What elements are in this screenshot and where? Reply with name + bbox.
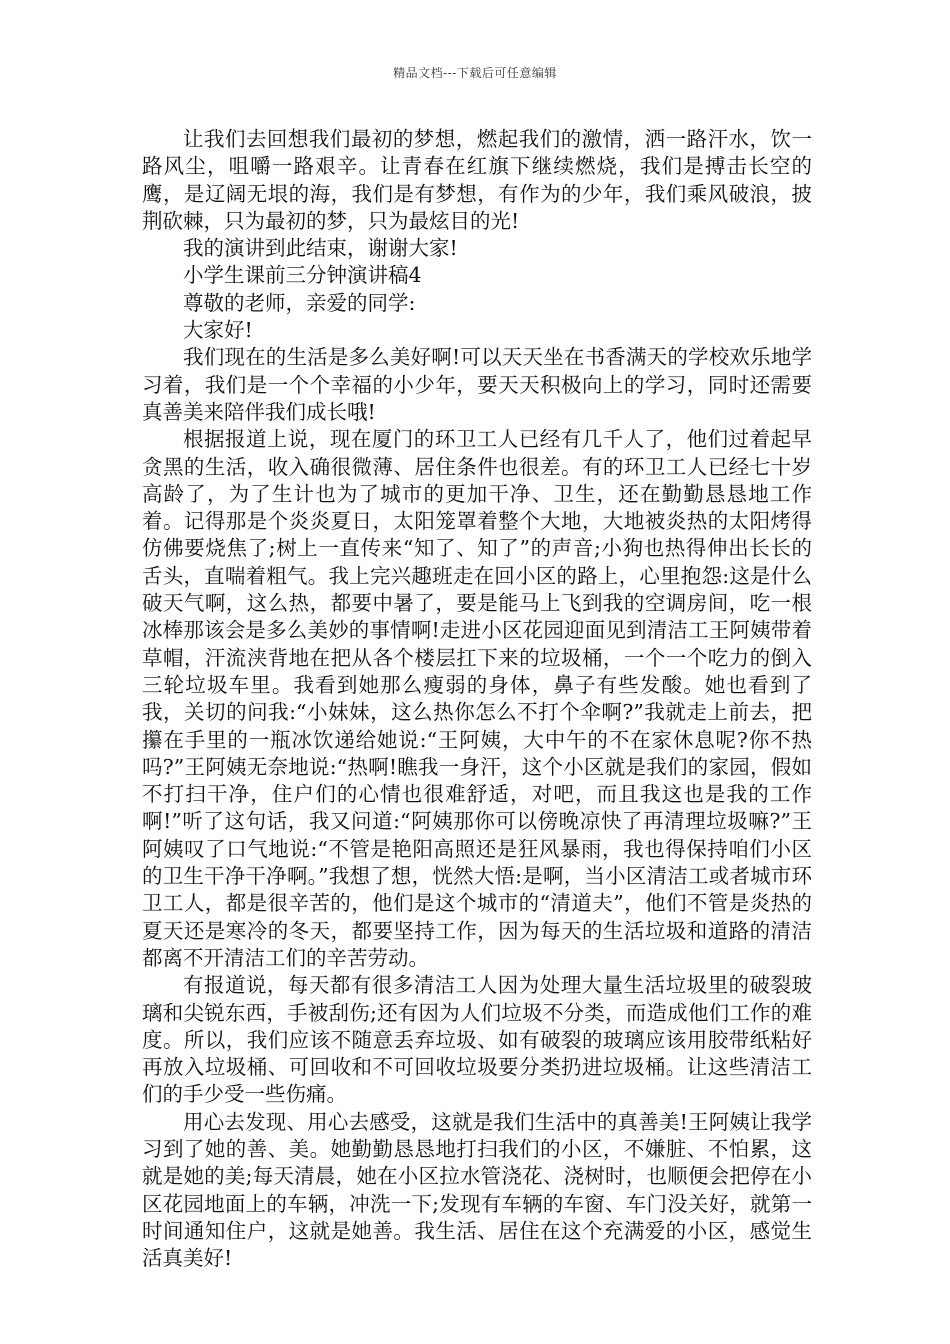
paragraph: 让我们去回想我们最初的梦想，燃起我们的激情，洒一路汗水，饮一路风尘，咀嚼一路艰辛。让青春在红旗下继续燃烧，我们是搏击长空的鹰，是辽阔无垠的海，我们是有梦想，有作为的少年，我们乘风破浪，披荆砍棘，只为最初的梦，只为最炫目的光! [142, 127, 812, 233]
paragraph: 我的演讲到此结束，谢谢大家! [183, 236, 458, 261]
page-header: 精品文档---下载后可任意编辑 [393, 66, 557, 80]
section-title: 小学生课前三分钟演讲稿4 [183, 263, 422, 288]
paragraph: 有报道说，每天都有很多清洁工人因为处理大量生活垃圾里的破裂玻璃和尖锐东西，手被刮伤;还有因为人们垃圾不分类，而造成他们工作的难度。所以，我们应该不随意丢弃垃圾、如有破裂的玻璃应该用胶带纸粘好再放入垃圾桶、可回收和不可回收垃圾要分类扔进垃圾桶。让这些清洁工们的手少受一些伤痛。 [142, 973, 812, 1107]
greeting: 大家好! [183, 318, 253, 343]
paragraph: 我们现在的生活是多么美好啊!可以天天坐在书香满天的学校欢乐地学习着，我们是一个个幸福的小少年，要天天积极向上的学习，同时还需要真善美来陪伴我们成长哦! [142, 345, 812, 424]
salutation: 尊敬的老师，亲爱的同学: [183, 290, 416, 315]
document-body [142, 126, 812, 1272]
paragraph: 根据报道上说，现在厦门的环卫工人已经有几千人了，他们过着起早贪黑的生活，收入确很微薄、居住条件也很差。有的环卫工人已经七十岁高龄了，为了生计也为了城市的更加干净、卫生，还在勤勤恳恳地工作着。记得那是个炎炎夏日，太阳笼罩着整个大地，大地被炎热的太阳烤得仿佛要烧焦了;树上一直传来“知了、知了”的声音;小狗也热得伸出长长的舌头，直喘着粗气。我上完兴趣班走在回小区的路上，心里抱怨:这是什么破天气啊，这么热，都要中暑了，要是能马上飞到我的空调房间，吃一根冰棒那该会是多么美妙的事情啊!走进小区花园迎面见到清洁工王阿姨带着草帽，汗流浃背地在把从各个楼层扛下来的垃圾桶，一个一个吃力的倒入三轮垃圾车里。我看到她那么瘦弱的身体，鼻子有些发酸。她也看到了我，关切的问我:“小妹妹，这么热你怎么不打个伞啊?”我就走上前去，把攥在手里的一瓶冰饮递给她说:“王阿姨，大中午的不在家休息呢?你不热吗?”王阿姨无奈地说:“热啊!瞧我一身汗，这个小区就是我们的家园，假如不打扫干净，住户们的心情也很难舒适，对吧，而且我这也是我的工作啊!”听了这句话，我又问道:“阿姨那你可以傍晚凉快了再清理垃圾嘛?”王阿姨叹了口气地说:“不管是艳阳高照还是狂风暴雨，我也得保持咱们小区的卫生干净干净啊。”我想了想，恍然大悟:是啊，当小区清洁工或者城市环卫工人，都是很辛苦的，他们是这个城市的“清道夫”，他们不管是炎热的夏天还是寒冷的冬天，都要坚持工作，因为每天的生活垃圾和道路的清洁都离不开清洁工们的辛苦劳动。 [142, 427, 812, 970]
paragraph: 用心去发现、用心去感受，这就是我们生活中的真善美!王阿姨让我学习到了她的善、美。她勤勤恳恳地打扫我们的小区，不嫌脏、不怕累，这就是她的美;每天清晨，她在小区拉水管浇花、浇树时，也顺便会把停在小区花园地面上的车辆，冲洗一下;发现有车辆的车窗、车门没关好，就第一时间通知住户，这就是她善。我生活、居住在这个充满爱的小区，感觉生活真美好! [142, 1109, 812, 1271]
